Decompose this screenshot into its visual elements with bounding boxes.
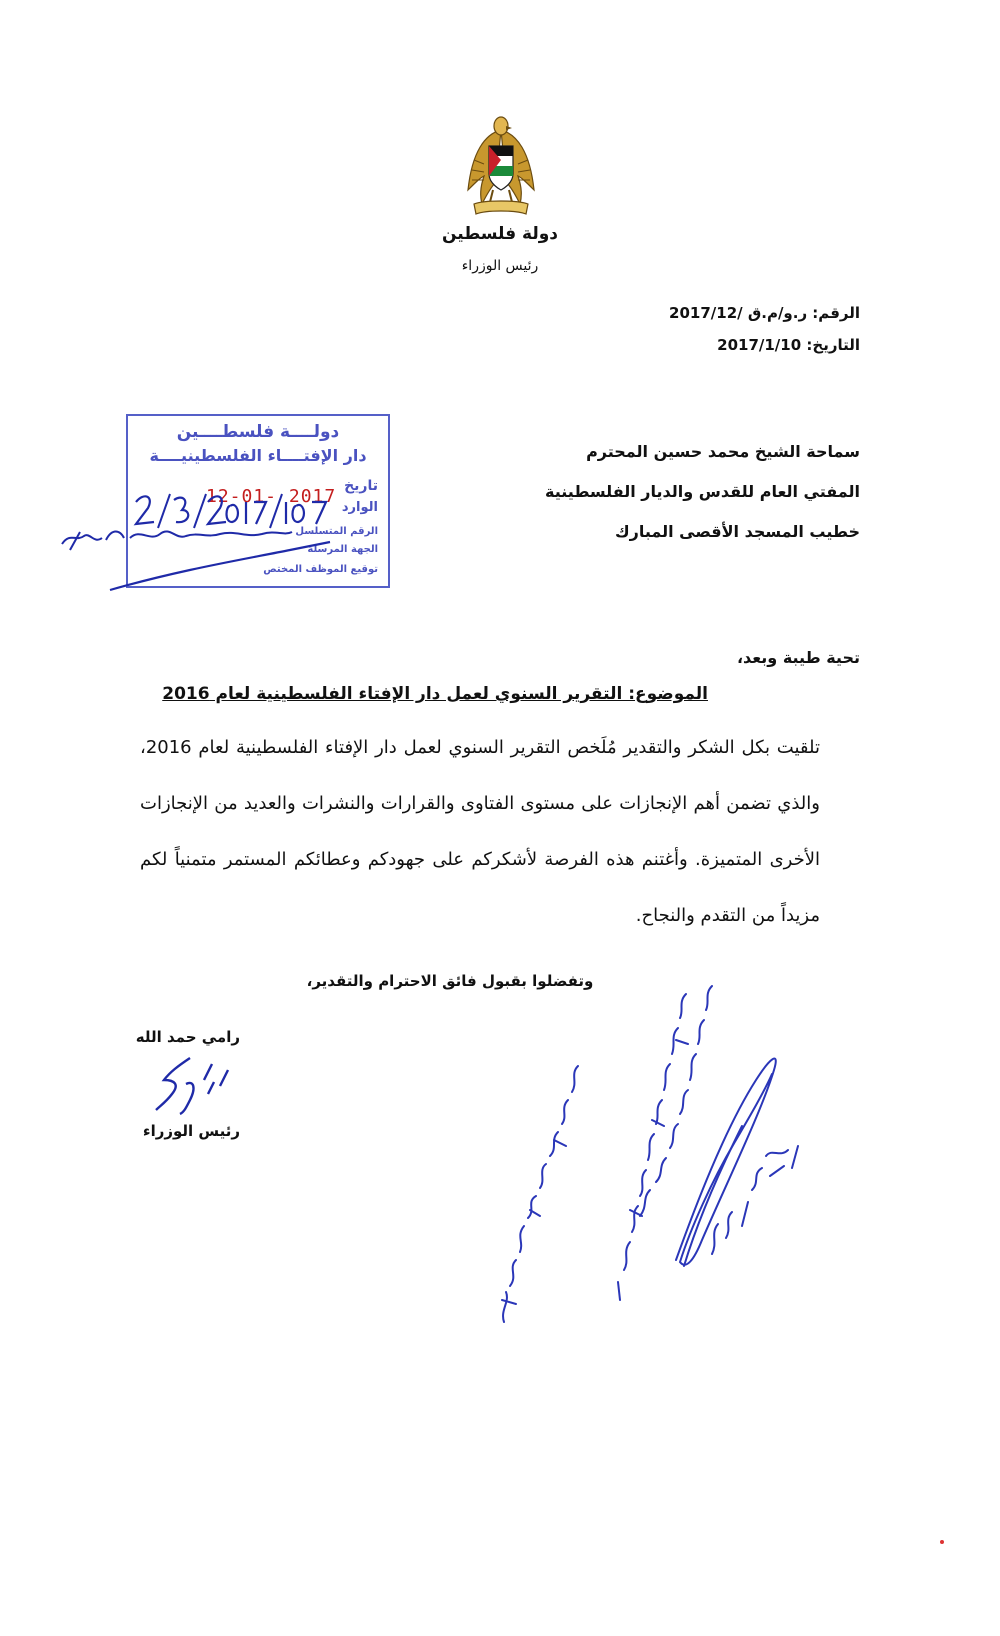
office-name: رئيس الوزراء	[461, 258, 539, 274]
stamp-incoming-label: الوارد	[341, 500, 378, 515]
prime-minister-signature-icon	[150, 1050, 240, 1120]
stamp-office-name: دار الإفتــــاء الفلسطينيــــة	[149, 446, 367, 465]
closing-line: وتفضلوا بقبول فائق الاحترام والتقدير،	[306, 972, 594, 990]
stamp-handwriting-icon	[40, 480, 380, 600]
signer-title: رئيس الوزراء	[142, 1122, 240, 1140]
stamp-sender-label: الجهة المرسلة	[307, 544, 378, 555]
signer-name: رامي حمد الله	[135, 1028, 240, 1046]
palestine-eagle-emblem-icon	[460, 112, 542, 220]
state-name: دولة فلسطين	[441, 224, 559, 244]
body-paragraph: تلقيت بكل الشكر والتقدير مُلَخص التقرير السنوي لعمل دار الإفتاء الفلسطينية لعام 2016، والذي تضمن أهم الإنجازات على مستوى الفتاوى والقرارات والنشرات والعديد من الإنجازات الأخرى المتميزة. وأغتنم هذه الفرصة لأشكركم على جهودكم وعطائكم المستمر متمنياً لكم مزيداً من التقدم والنجاح.	[140, 737, 820, 926]
stamp-signature-label: توقيع الموظف المختص	[263, 564, 378, 575]
margin-dot	[940, 1540, 944, 1544]
stamp-date-value: 12-01- 2017	[206, 486, 337, 507]
stamp-serial-label: الرقم المتسلسل	[295, 526, 378, 537]
addressee-line-1: سماحة الشيخ محمد حسين المحترم	[586, 442, 860, 461]
addressee-line-2: المفتي العام للقدس والديار الفلسطينية	[545, 482, 860, 501]
stamp-date-label: تاريخ	[344, 478, 378, 494]
addressee-line-3: خطيب المسجد الأقصى المبارك	[614, 522, 860, 541]
subject-line: الموضوع: التقرير السنوي لعمل دار الإفتاء الفلسطينية لعام 2016	[162, 684, 708, 704]
reference-number: الرقم: ر.و/م.ق /2017/12	[669, 304, 860, 322]
greeting: تحية طيبة وبعد،	[736, 648, 860, 667]
stamp-state-name: دولــــة فلسطــــين	[176, 422, 340, 442]
handwritten-referral-note-icon	[480, 970, 820, 1340]
reference-date: التاريخ: 2017/1/10	[717, 336, 860, 354]
